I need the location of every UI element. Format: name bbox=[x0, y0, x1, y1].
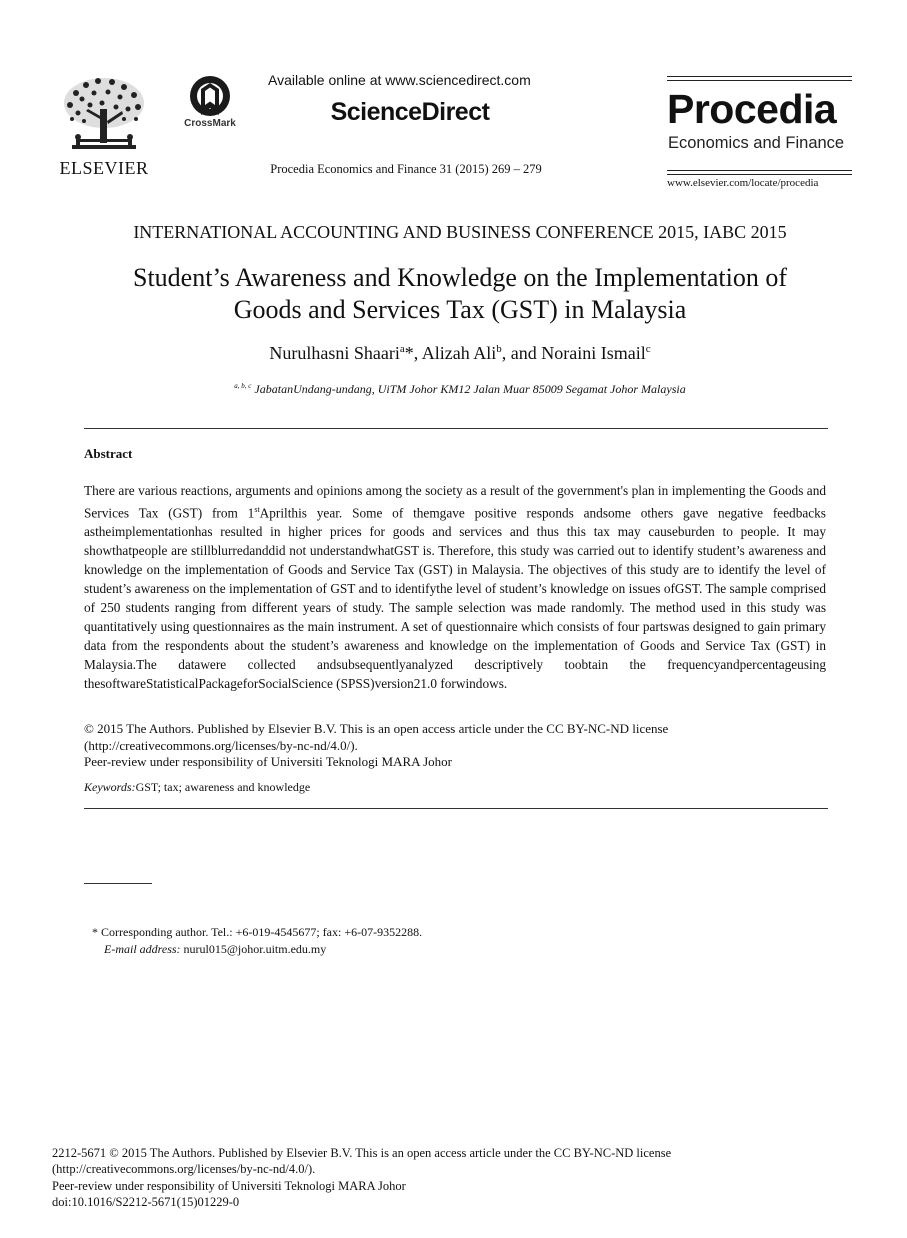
crossmark-logo[interactable] bbox=[176, 75, 244, 135]
available-online-text: Available online at www.sciencedirect.com bbox=[268, 72, 531, 88]
author-name: Noraini Ismail bbox=[541, 343, 646, 363]
bottom-publication-info bbox=[52, 1145, 852, 1210]
abstract-body bbox=[84, 481, 826, 693]
footnote-rule bbox=[84, 883, 152, 884]
email-line bbox=[92, 941, 692, 958]
abstract-text-part1: There are various reactions, arguments and opinions among the society as a result of the government's plan in implementing the Goods and Services Tax (GST) from 1 bbox=[84, 483, 826, 521]
conference-name: INTERNATIONAL ACCOUNTING AND BUSINESS CONFERENCE 2015, IABC 2015 bbox=[133, 222, 787, 242]
paper-title bbox=[60, 262, 860, 326]
author-separator: , bbox=[413, 343, 422, 363]
divider-top bbox=[84, 428, 828, 429]
copyright-line: © 2015 The Authors. Published by Elsevier B.V. This is an open access article under the CC BY-NC-ND license bbox=[84, 721, 669, 736]
author-name: Alizah Ali bbox=[421, 343, 497, 363]
email-address[interactable]: nurul015@johor.uitm.edu.my bbox=[180, 941, 327, 956]
corresponding-author-note: * Corresponding author. Tel.: +6-019-4545677; fax: +6-07-9352288. bbox=[92, 925, 423, 939]
author-name: Nurulhasni Shaari bbox=[269, 343, 400, 363]
elsevier-wordmark: ELSEVIER bbox=[59, 158, 149, 178]
keywords-label: Keywords: bbox=[84, 780, 136, 794]
corresponding-mark: * bbox=[404, 343, 414, 363]
journal-reference: Procedia Economics and Finance 31 (2015) 269 – 279 bbox=[270, 162, 542, 176]
journal-url[interactable]: www.elsevier.com/locate/procedia bbox=[667, 177, 819, 189]
author-list bbox=[100, 343, 820, 364]
author-affiliation-mark: c bbox=[645, 343, 651, 355]
divider-bottom bbox=[84, 808, 828, 809]
abstract-ordinal-sup: st bbox=[254, 505, 260, 514]
issn-copyright-line: 2212-5671 © 2015 The Authors. Published by Elsevier B.V. This is an open access article under the CC BY-NC-ND license bbox=[52, 1146, 672, 1160]
doi[interactable]: doi:10.1016/S2212-5671(15)01229-0 bbox=[52, 1194, 240, 1209]
author-affiliation-mark: b bbox=[496, 343, 502, 355]
license-link[interactable]: (http://creativecommons.org/licenses/by-nc-nd/4.0/). bbox=[84, 737, 358, 753]
affiliation-text: JabatanUndang-undang, UiTM Johor KM12 Jalan Muar 85009 Segamat Johor Malaysia bbox=[254, 382, 686, 396]
sciencedirect-logo: ScienceDirect bbox=[330, 98, 490, 126]
peer-review-line: Peer-review under responsibility of Universiti Teknologi MARA Johor bbox=[84, 754, 452, 769]
procedia-wordmark: Procedia bbox=[667, 86, 837, 132]
title-line-2: Goods and Services Tax (GST) in Malaysia bbox=[233, 295, 687, 324]
abstract-text-part2: Aprilthis year. Some of themgave positive responds andsome others gave negative feedbacks astheimplementationhas resulted in higher prices for goods and services and thus this tax may causeburden to people. It may showthatpeople are stillblurredanddid not understandwhatGST is. Therefore, this study was carried out to identify student’s awareness and knowledge on the implementation of Goods and Service Tax (GST) in Malaysia. The objectives of this study are to identify the level of student’s awareness on the implementation of GST and to identifythe level of student’s knowledge on issues ofGST. The sample comprised of 250 students ranging from different years of study. The sample selection was made randomly. The method used in this study was quantitatively using questionnaires as the main instrument. A set of questionnaire which consists of four partswas designed to gain primary data from the respondents about the student’s awareness and knowledge on the implementation of Goods and Service Tax (GST) in Malaysia.The datawere collected andsubsequentlyanalyzed descriptively toobtain the frequencyandpercentageusing thesoftwareStatisticalPackageforSocialScience (SPSS)version21.0 forwindows. bbox=[84, 505, 826, 692]
bottom-peer-review-line: Peer-review under responsibility of Universiti Teknologi MARA Johor bbox=[52, 1178, 406, 1193]
author-affiliation-mark: a bbox=[399, 343, 405, 355]
elsevier-logo bbox=[52, 75, 156, 179]
bottom-license-link[interactable]: (http://creativecommons.org/licenses/by-nc-nd/4.0/). bbox=[52, 1162, 316, 1177]
procedia-logo bbox=[667, 76, 852, 192]
crossmark-label: CrossMark bbox=[184, 118, 236, 129]
keywords bbox=[84, 780, 826, 795]
copyright-notice bbox=[84, 721, 826, 771]
footnote bbox=[92, 924, 692, 957]
email-label: E-mail address: bbox=[104, 941, 181, 956]
title-line-1: Student’s Awareness and Knowledge on the Implementation of bbox=[133, 263, 787, 292]
abstract-heading: Abstract bbox=[84, 446, 133, 461]
author-separator: , and bbox=[501, 343, 542, 363]
procedia-subtitle: Economics and Finance bbox=[668, 134, 845, 152]
crossmark-icon bbox=[188, 75, 232, 117]
affiliation bbox=[100, 382, 820, 397]
elsevier-tree-icon bbox=[58, 75, 150, 157]
keywords-text: GST; tax; awareness and knowledge bbox=[135, 780, 311, 794]
affiliation-marks: a, b, c bbox=[234, 382, 252, 390]
